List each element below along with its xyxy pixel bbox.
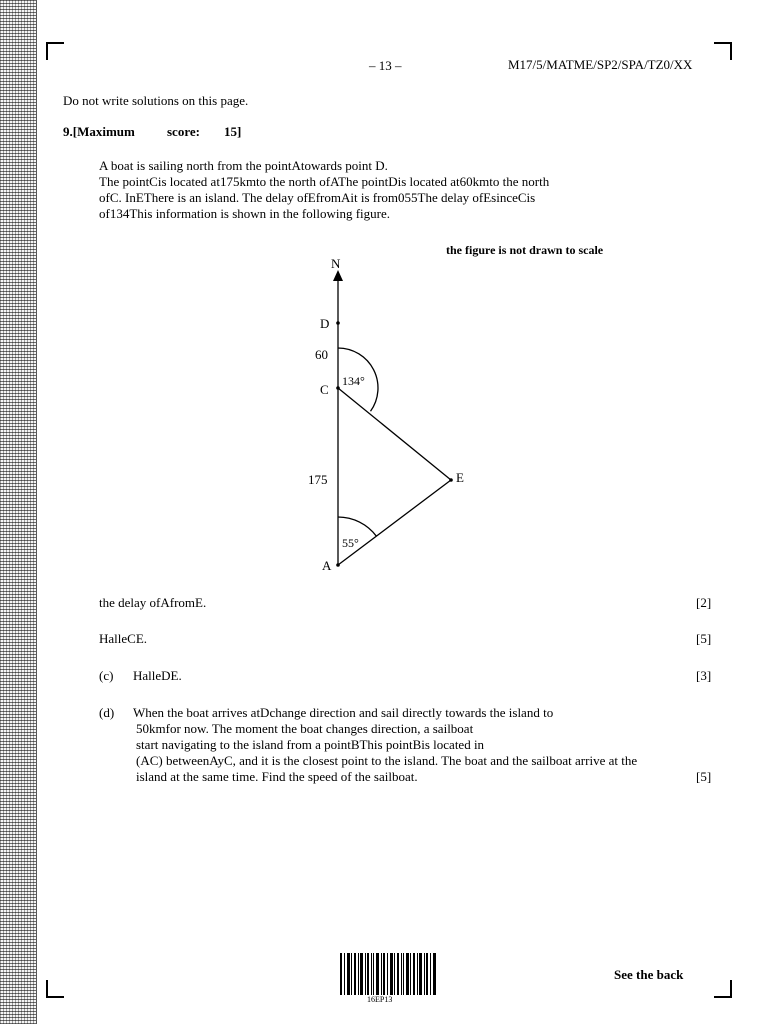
part-d-line: 50kmfor now. The moment the boat changes direction, a sailboat <box>136 721 474 736</box>
barcode-number: 16EP13 <box>367 995 393 1004</box>
question-score: 15] <box>224 124 242 139</box>
part-c-text: HalleDE. <box>133 668 182 683</box>
point-c <box>336 386 340 390</box>
label-ca-length: 175 <box>308 472 328 487</box>
intro-line: ofC. InEThere is an island. The delay ofEfromAit is from055The delay ofEsinceCis <box>99 190 536 205</box>
part-a-text: the delay ofAfromE. <box>99 595 207 610</box>
north-arrow-icon <box>333 270 343 281</box>
label-e: E <box>456 470 464 485</box>
part-b-text: HalleCE. <box>99 631 148 646</box>
part-c-marks: [3] <box>696 668 712 683</box>
line-ce <box>338 388 451 480</box>
angle-arc-a <box>338 517 376 536</box>
instruction-text: Do not write solutions on this page. <box>63 93 249 108</box>
intro-line: of134This information is shown in the following figure. <box>99 206 391 221</box>
question-score-label: score: <box>167 124 200 139</box>
label-d: D <box>320 316 330 331</box>
part-d-line: island at the same time. Find the speed of the sailboat. <box>136 769 418 784</box>
label-angle-a: 55° <box>342 536 359 550</box>
question-number: 9.[Maximum <box>63 124 135 139</box>
crop-mark-top-right <box>714 42 732 60</box>
label-a: A <box>322 558 332 573</box>
label-angle-c: 134° <box>342 374 365 388</box>
crop-mark-top-left <box>46 42 64 60</box>
label-n: N <box>331 256 341 271</box>
part-d-marks: [5] <box>696 769 712 784</box>
part-d-line: (AC) betweenAyC, and it is the closest point to the island. The boat and the sailboat arrive at the <box>136 753 638 768</box>
part-a-marks: [2] <box>696 595 712 610</box>
label-c: C <box>320 382 329 397</box>
part-b-marks: [5] <box>696 631 712 646</box>
label-dc-length: 60 <box>315 347 328 362</box>
figure-scale-note: the figure is not drawn to scale <box>446 243 604 257</box>
crop-mark-bottom-left <box>46 980 64 998</box>
point-d <box>336 321 340 325</box>
part-c-label: (c) <box>99 668 114 683</box>
crop-mark-bottom-right <box>714 980 732 998</box>
point-a <box>336 563 340 567</box>
part-d-label: (d) <box>99 705 115 720</box>
paper-code: M17/5/MATME/SP2/SPA/TZ0/XX <box>508 57 693 72</box>
triangle-figure <box>300 255 480 580</box>
point-e <box>449 478 453 482</box>
line-ae <box>338 480 451 565</box>
intro-line: The pointCis located at175kmto the north ofAThe pointDis located at60kmto the north <box>99 174 550 189</box>
see-the-back-note: See the back <box>614 967 684 982</box>
part-d-line: start navigating to the island from a pointBThis pointBis located in <box>136 737 485 752</box>
part-d-line: When the boat arrives atDchange direction and sail directly towards the island to <box>133 705 554 720</box>
page-number: – 13 – <box>369 58 402 73</box>
barcode-image <box>340 953 436 995</box>
binding-strip <box>0 0 37 1024</box>
intro-line: A boat is sailing north from the pointAtowards point D. <box>99 158 388 173</box>
